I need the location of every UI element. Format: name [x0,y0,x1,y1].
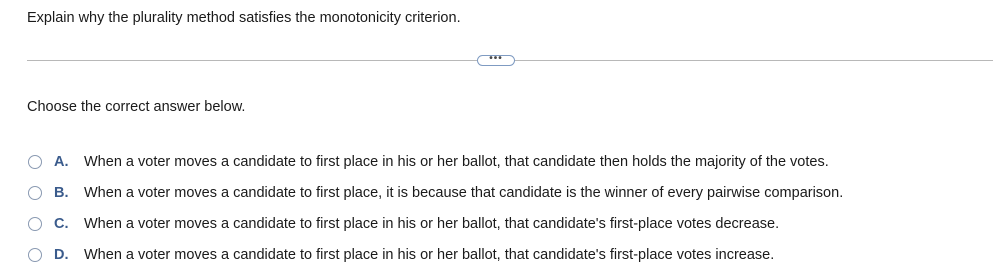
option-text-a: When a voter moves a candidate to first place in his or her ballot, that candidate then holds the majority of the votes. [84,153,829,170]
option-a[interactable] [27,146,987,177]
option-text-c: When a voter moves a candidate to first place in his or her ballot, that candidate's first-place votes decrease. [84,215,780,232]
option-letter-a: A. [54,153,69,170]
option-c[interactable] [27,208,987,239]
answer-options [27,146,987,270]
option-d[interactable] [27,239,987,270]
radio-button-a[interactable] [28,155,42,169]
question-text: Explain why the plurality method satisfies the monotonicity criterion. [27,10,461,26]
option-letter-b: B. [54,184,69,201]
radio-button-b[interactable] [28,186,42,200]
more-dots-icon: ••• [489,53,503,64]
option-text-d: When a voter moves a candidate to first place in his or her ballot, that candidate's first-place votes increase. [84,246,775,263]
more-button[interactable] [477,55,515,66]
option-b[interactable] [27,177,987,208]
radio-button-c[interactable] [28,217,42,231]
instruction-text: Choose the correct answer below. [27,99,246,115]
option-letter-d: D. [54,246,69,263]
radio-button-d[interactable] [28,248,42,262]
option-letter-c: C. [54,215,69,232]
option-text-b: When a voter moves a candidate to first place, it is because that candidate is the winner of every pairwise comparison. [84,184,844,201]
